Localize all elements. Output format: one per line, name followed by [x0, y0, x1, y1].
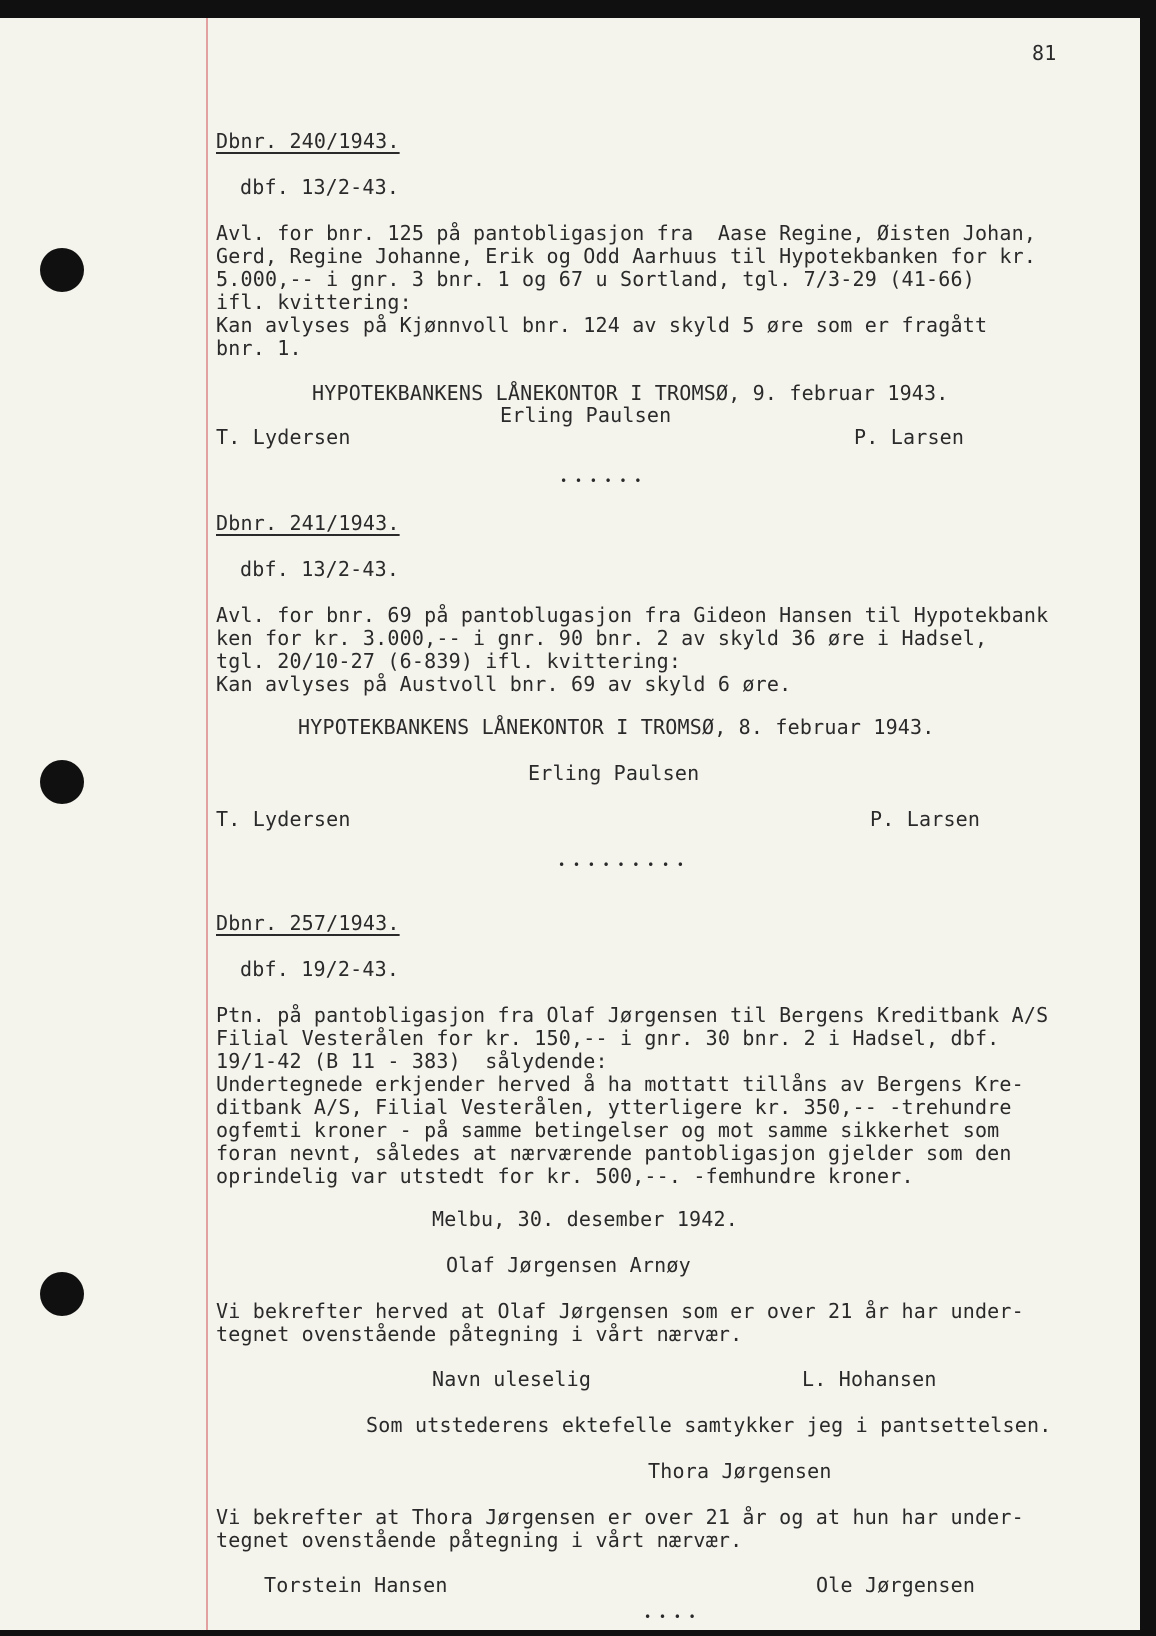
entry-line: Kan avlyses på Kjønnvoll bnr. 124 av skyld 5 øre som er fragått [216, 313, 988, 337]
signer-left: T. Lydersen [216, 807, 351, 831]
entry-line: bnr. 1. [216, 336, 302, 360]
entry-line: 5.000,-- i gnr. 3 bnr. 1 og 67 u Sortland, tgl. 7/3-29 (41-66) [216, 267, 975, 291]
office-line: HYPOTEKBANKENS LÅNEKONTOR I TROMSØ, 8. februar 1943. [298, 715, 935, 739]
entry-dbf: dbf. 19/2-43. [240, 957, 400, 981]
punch-hole [40, 760, 84, 804]
spouse-consent: Som utstederens ektefelle samtykker jeg i pantsettelsen. [366, 1413, 1052, 1437]
document-page [0, 18, 1140, 1630]
entry-dbf: dbf. 13/2-43. [240, 175, 400, 199]
entry-line: Ptn. på pantobligasjon fra Olaf Jørgensen til Bergens Kreditbank A/S [216, 1003, 1049, 1027]
witness-left: Torstein Hansen [264, 1573, 448, 1597]
office-line: HYPOTEKBANKENS LÅNEKONTOR I TROMSØ, 9. februar 1943. [312, 381, 949, 405]
entry-line: ken for kr. 3.000,-- i gnr. 90 bnr. 2 av skyld 36 øre i Hadsel, [216, 626, 988, 650]
witness-statement-line: Vi bekrefter herved at Olaf Jørgensen som er over 21 år har under- [216, 1299, 1024, 1323]
margin-line [206, 18, 208, 1630]
entry-heading: Dbnr. 257/1943. [216, 911, 400, 935]
entry-line: Avl. for bnr. 125 på pantobligasjon fra Aase Regine, Øisten Johan, [216, 221, 1037, 245]
entry-line: Filial Vesterålen for kr. 150,-- i gnr. 30 bnr. 2 i Hadsel, dbf. [216, 1026, 1000, 1050]
entry-heading: Dbnr. 241/1943. [216, 511, 400, 535]
entry-line: oprindelig var utstedt for kr. 500,--. -femhundre kroner. [216, 1164, 914, 1188]
entry-dbf: dbf. 13/2-43. [240, 557, 400, 581]
punch-hole [40, 1272, 84, 1316]
witness-right: Ole Jørgensen [816, 1573, 976, 1597]
entry-line: 19/1-42 (B 11 - 383) sålydende: [216, 1049, 608, 1073]
place-date: Melbu, 30. desember 1942. [432, 1207, 739, 1231]
witness-statement-line: Vi bekrefter at Thora Jørgensen er over 21 år og at hun har under- [216, 1505, 1024, 1529]
entry-line: tgl. 20/10-27 (6-839) ifl. kvittering: [216, 649, 682, 673]
separator: • • • • [644, 1610, 696, 1624]
signer-right: P. Larsen [870, 807, 981, 831]
spouse-signature: Thora Jørgensen [648, 1459, 832, 1483]
signer-center: Erling Paulsen [500, 403, 672, 427]
witness-statement-line: tegnet ovenstående påtegning i vårt nærvær. [216, 1528, 743, 1552]
signer-right: P. Larsen [854, 425, 965, 449]
issuer-signature: Olaf Jørgensen Arnøy [446, 1253, 691, 1277]
separator: • • • • • • • • • [558, 858, 685, 872]
entry-line: Undertegnede erkjender herved å ha mottatt tillåns av Bergens Kre- [216, 1072, 1024, 1096]
entry-line: ditbank A/S, Filial Vesterålen, ytterligere kr. 350,-- -trehundre [216, 1095, 1012, 1119]
page-number: 81 [1032, 41, 1057, 65]
witness-right: L. Hohansen [802, 1367, 937, 1391]
entry-line: ogfemti kroner - på samme betingelser og mot samme sikkerhet som [216, 1118, 1000, 1142]
witness-left: Navn uleselig [432, 1367, 592, 1391]
entry-heading: Dbnr. 240/1943. [216, 129, 400, 153]
punch-hole [40, 248, 84, 292]
entry-line: Kan avlyses på Austvoll bnr. 69 av skyld 6 øre. [216, 672, 792, 696]
entry-line: Avl. for bnr. 69 på pantoblugasjon fra Gideon Hansen til Hypotekbank [216, 603, 1049, 627]
witness-statement-line: tegnet ovenstående påtegning i vårt nærvær. [216, 1322, 743, 1346]
entry-line: foran nevnt, således at nærværende pantobligasjon gjelder som den [216, 1141, 1012, 1165]
separator: • • • • • • [560, 474, 642, 488]
entry-line: ifl. kvittering: [216, 290, 412, 314]
signer-center: Erling Paulsen [528, 761, 700, 785]
signer-left: T. Lydersen [216, 425, 351, 449]
entry-line: Gerd, Regine Johanne, Erik og Odd Aarhuus til Hypotekbanken for kr. [216, 244, 1037, 268]
